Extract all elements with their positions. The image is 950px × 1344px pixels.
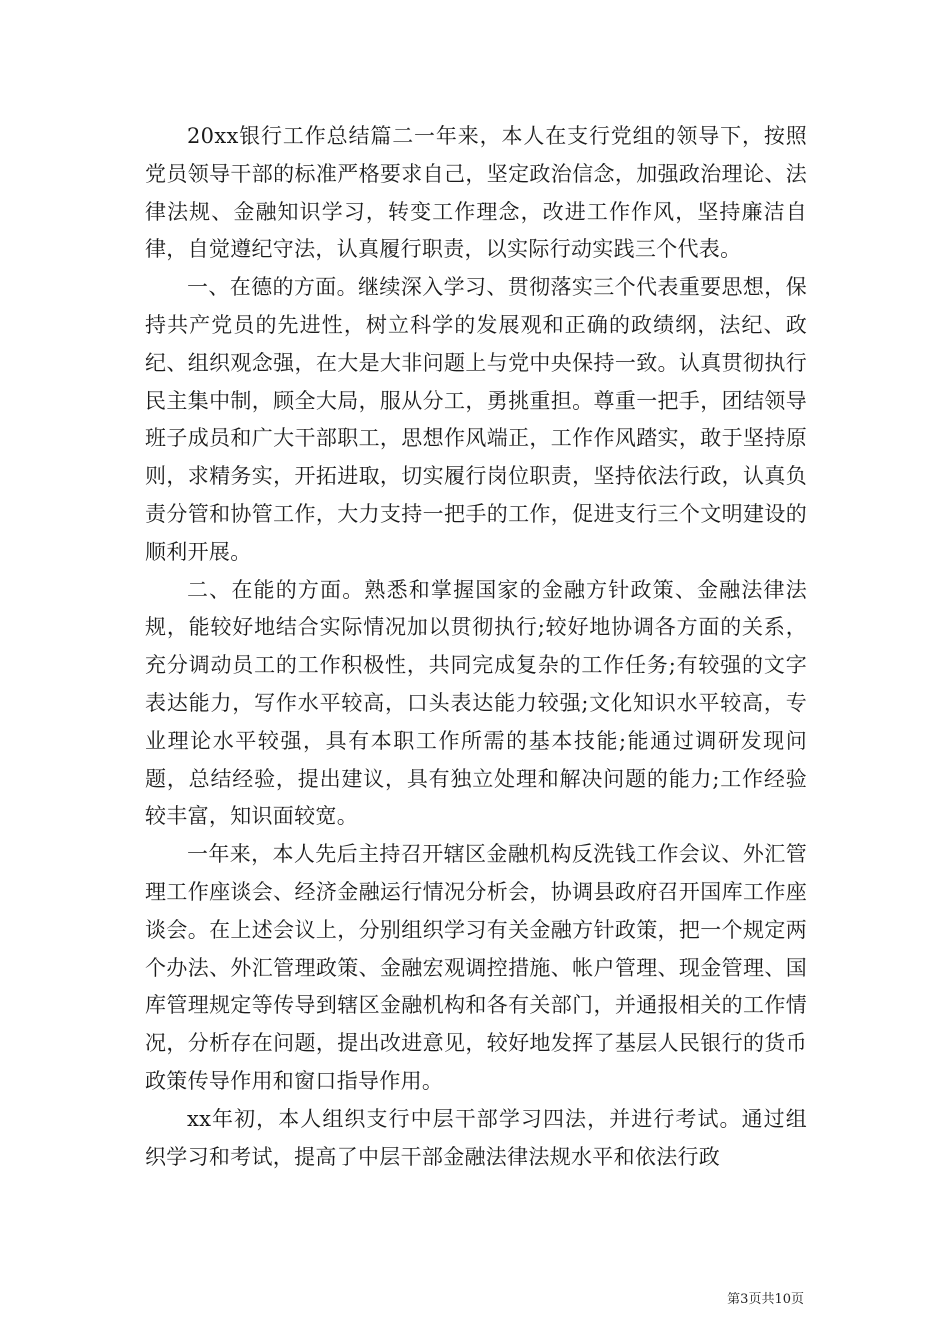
paragraph-ability: 二、在能的方面。熟悉和掌握国家的金融方针政策、金融法律法规，能较好地结合实际情况加以贯彻执行;较好地协调各方面的关系，充分调动员工的工作积极性，共同完成复杂的工作任务;有较强的文字表达能力，写作水平较高，口头表达能力较强;文化知识水平较高，专业理论水平较强，具有本职工作所需的基本技能;能通过调研发现问题，总结经验，提出建议，具有独立处理和解决问题的能力;工作经验较丰富，知识面较宽。 [145,577,807,829]
page-number: 第3页共10页 [727,1292,804,1307]
paragraph-virtue: 一、在德的方面。继续深入学习、贯彻落实三个代表重要思想，保持共产党员的先进性，树立科学的发展观和正确的政绩纲，法纪、政纪、组织观念强，在大是大非问题上与党中央保持一致。认真贯彻执行民主集中制，顾全大局，服从分工，勇挑重担。尊重一把手，团结领导班子成员和广大干部职工，思想作风端正，工作作风踏实，敢于坚持原则，求精务实，开拓进取，切实履行岗位职责，坚持依法行政，认真负责分管和协管工作，大力支持一把手的工作，促进支行三个文明建设的顺利开展。 [145,275,807,564]
paragraph-intro: 20xx银行工作总结篇二一年来，本人在支行党组的领导下，按照党员领导干部的标准严格要求自己，坚定政治信念，加强政治理论、法律法规、金融知识学习，转变工作理念，改进工作作风，坚持廉洁自律，自觉遵纪守法，认真履行职责，以实际行动实践三个代表。 [145,124,807,262]
paragraph-meetings: 一年来，本人先后主持召开辖区金融机构反洗钱工作会议、外汇管理工作座谈会、经济金融运行情况分析会，协调县政府召开国库工作座谈会。在上述会议上，分别组织学习有关金融方针政策，把一个规定两个办法、外汇管理政策、金融宏观调控措施、帐户管理、现金管理、国库管理规定等传导到辖区金融机构和各有关部门，并通报相关的工作情况，分析存在问题，提出改进意见，较好地发挥了基层人民银行的货币政策传导作用和窗口指导作用。 [145,842,807,1093]
paragraph-training: xx年初，本人组织支行中层干部学习四法，并进行考试。通过组织学习和考试，提高了中层干部金融法律法规水平和依法行政 [145,1106,807,1169]
document-body [145,118,807,1176]
